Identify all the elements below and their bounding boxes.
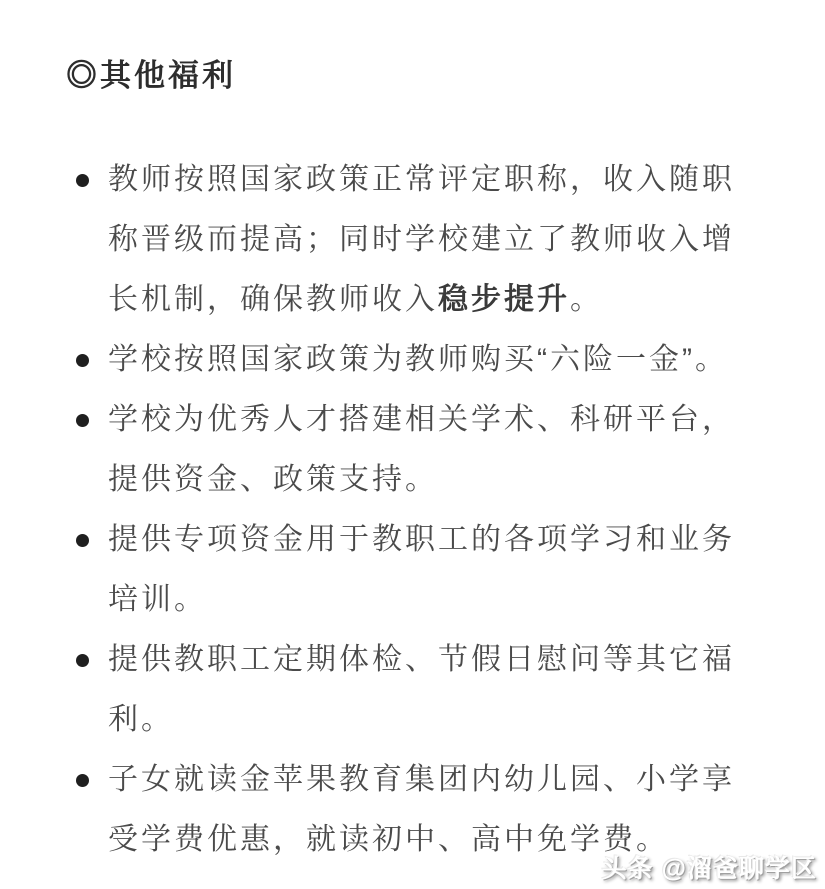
- text-line: 利。: [108, 703, 174, 736]
- text-segment: 。: [570, 283, 603, 316]
- text-line: 学校为优秀人才搭建相关学术、科研平台，: [108, 403, 735, 436]
- list-item: [76, 330, 735, 390]
- bullet-icon: [76, 774, 89, 787]
- emphasized-text: 稳步提升: [438, 283, 570, 316]
- text-line: 称晋级而提高；同时学校建立了教师收入增: [108, 223, 735, 256]
- text-line: 培训。: [108, 583, 207, 616]
- list-item-text: [108, 390, 735, 510]
- list-item-text: [108, 510, 735, 630]
- text-line: 学校按照国家政策为教师购买“六险一金”。: [108, 343, 728, 376]
- list-item-text: [108, 630, 735, 750]
- text-line: 提供专项资金用于教职工的各项学习和业务: [108, 523, 735, 556]
- bullet-icon: [76, 414, 89, 427]
- page-title: ◎其他福利: [66, 58, 236, 93]
- text-segment: 长机制，确保教师收入: [108, 283, 438, 316]
- bullet-icon: [76, 174, 89, 187]
- list-item-text: [108, 150, 735, 330]
- bullet-icon: [76, 654, 89, 667]
- list-item-text: [108, 330, 728, 390]
- list-item: [76, 150, 735, 330]
- text-line: [108, 270, 735, 330]
- text-line: 子女就读金苹果教育集团内幼儿园、小学享: [108, 763, 735, 796]
- list-item: [76, 630, 735, 750]
- bullet-icon: [76, 534, 89, 547]
- text-line: 教师按照国家政策正常评定职称，收入随职: [108, 163, 735, 196]
- bullet-icon: [76, 354, 89, 367]
- benefits-list: [76, 150, 735, 870]
- watermark: 头条 @溜爸聊学区: [601, 855, 817, 883]
- text-line: 提供资金、政策支持。: [108, 463, 438, 496]
- list-item: [76, 510, 735, 630]
- text-line: 受学费优惠，就读初中、高中免学费。: [108, 823, 669, 856]
- list-item: [76, 390, 735, 510]
- text-line: 提供教职工定期体检、节假日慰问等其它福: [108, 643, 735, 676]
